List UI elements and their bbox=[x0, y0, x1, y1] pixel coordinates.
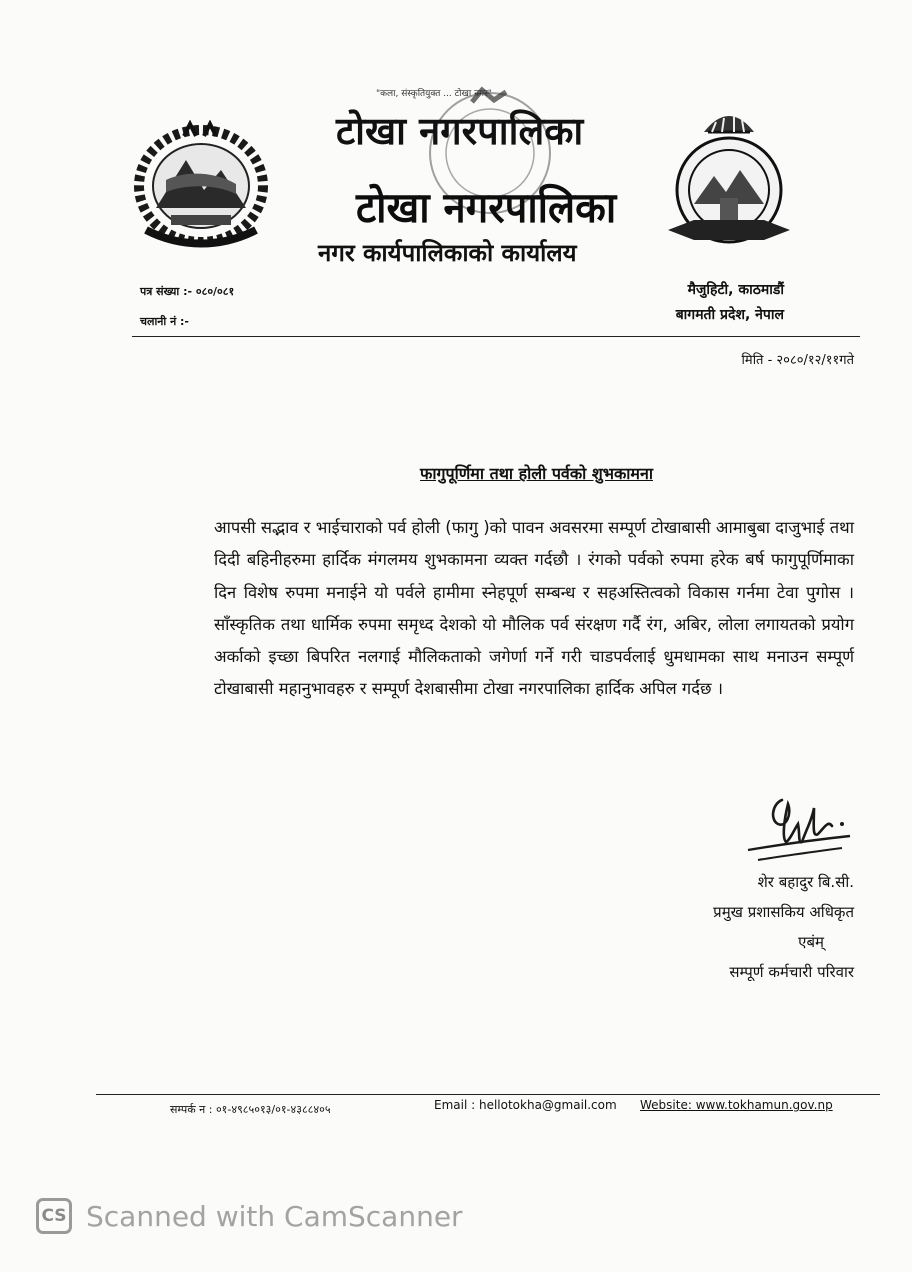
camscanner-watermark bbox=[36, 1198, 463, 1234]
footer-website: Website: www.tokhamun.gov.np bbox=[640, 1098, 833, 1112]
address-line-2: बागमती प्रदेश, नेपाल bbox=[675, 307, 784, 323]
address-line-1: मैजुहिटी, काठमाडौं bbox=[687, 282, 784, 298]
signatory-group: सम्पूर्ण कर्मचारी परिवार bbox=[729, 963, 854, 981]
footer-contact: सम्पर्क न : ०१-४९८५०१३/०१-४३८८४०५ bbox=[170, 1103, 331, 1116]
footer-email: Email : hellotokha@gmail.com bbox=[434, 1098, 617, 1112]
camscanner-logo-icon: CS bbox=[36, 1198, 72, 1234]
header-divider bbox=[132, 336, 860, 337]
dispatch-number: चलानी नं :- bbox=[140, 315, 189, 328]
signatory-name: शेर बहादुर बि.सी. bbox=[757, 873, 854, 891]
letter-subject: फागुपूर्णिमा तथा होली पर्वको शुभकामना bbox=[420, 464, 653, 483]
office-name: नगर कार्यपालिकाको कार्यालय bbox=[318, 239, 577, 267]
municipality-title: टोखा नगरपालिका bbox=[336, 109, 584, 153]
nepal-emblem-seal bbox=[126, 120, 276, 252]
letter-date: मिति - २०८०/१२/११गते bbox=[741, 353, 854, 368]
signatory-designation: प्रमुख प्रशासकिय अधिकृत bbox=[713, 903, 854, 921]
municipality-motto: "कला, संस्कृतियुक्त ... टोखा नगर" bbox=[376, 89, 492, 99]
handwritten-signature bbox=[742, 790, 854, 868]
camscanner-text: Scanned with CamScanner bbox=[86, 1199, 463, 1233]
municipality-logo bbox=[664, 100, 794, 260]
letter-number: पत्र संख्या :- ०८०/०८१ bbox=[140, 285, 235, 298]
footer-divider bbox=[96, 1094, 880, 1095]
letter-body: आपसी सद्भाव र भाईचाराको पर्व होली (फागु )को पावन अवसरमा सम्पूर्ण टोखाबासी आमाबुबा दाजुभाई तथा दिदी बहिनीहरुमा हार्दिक मंगलमय शुभकामना व्यक्त गर्दछौ । रंगको पर्वको रुपमा हरेक बर्ष फागुपूर्णिमाका दिन विशेष रुपमा मनाईने यो पर्वले हामीमा स्नेहपूर्ण सम्बन्ध र सहअस्तित्वको विकास गर्नमा टेवा पुगोस । साँस्कृतिक तथा धार्मिक रुपमा समृध्द देशको यो मौलिक पर्व संरक्षण गर्दै रंग, अबिर, लोला लगायतको प्रयोग अर्काको इच्छा बिपरित नलगाई मौलिकताको जगेर्णा गर्ने गरी चाडपर्वलाई धुमधामका साथ मनाउन सम्पूर्ण टोखाबासी महानुभावहरु र सम्पूर्ण देशबासीमा टोखा नगरपालिका हार्दिक अपिल गर्दछ । bbox=[214, 518, 854, 699]
signatory-conjunction: एबंम् bbox=[798, 933, 824, 951]
municipality-title-calligraphic: टोखा नगरपालिका bbox=[356, 183, 617, 233]
